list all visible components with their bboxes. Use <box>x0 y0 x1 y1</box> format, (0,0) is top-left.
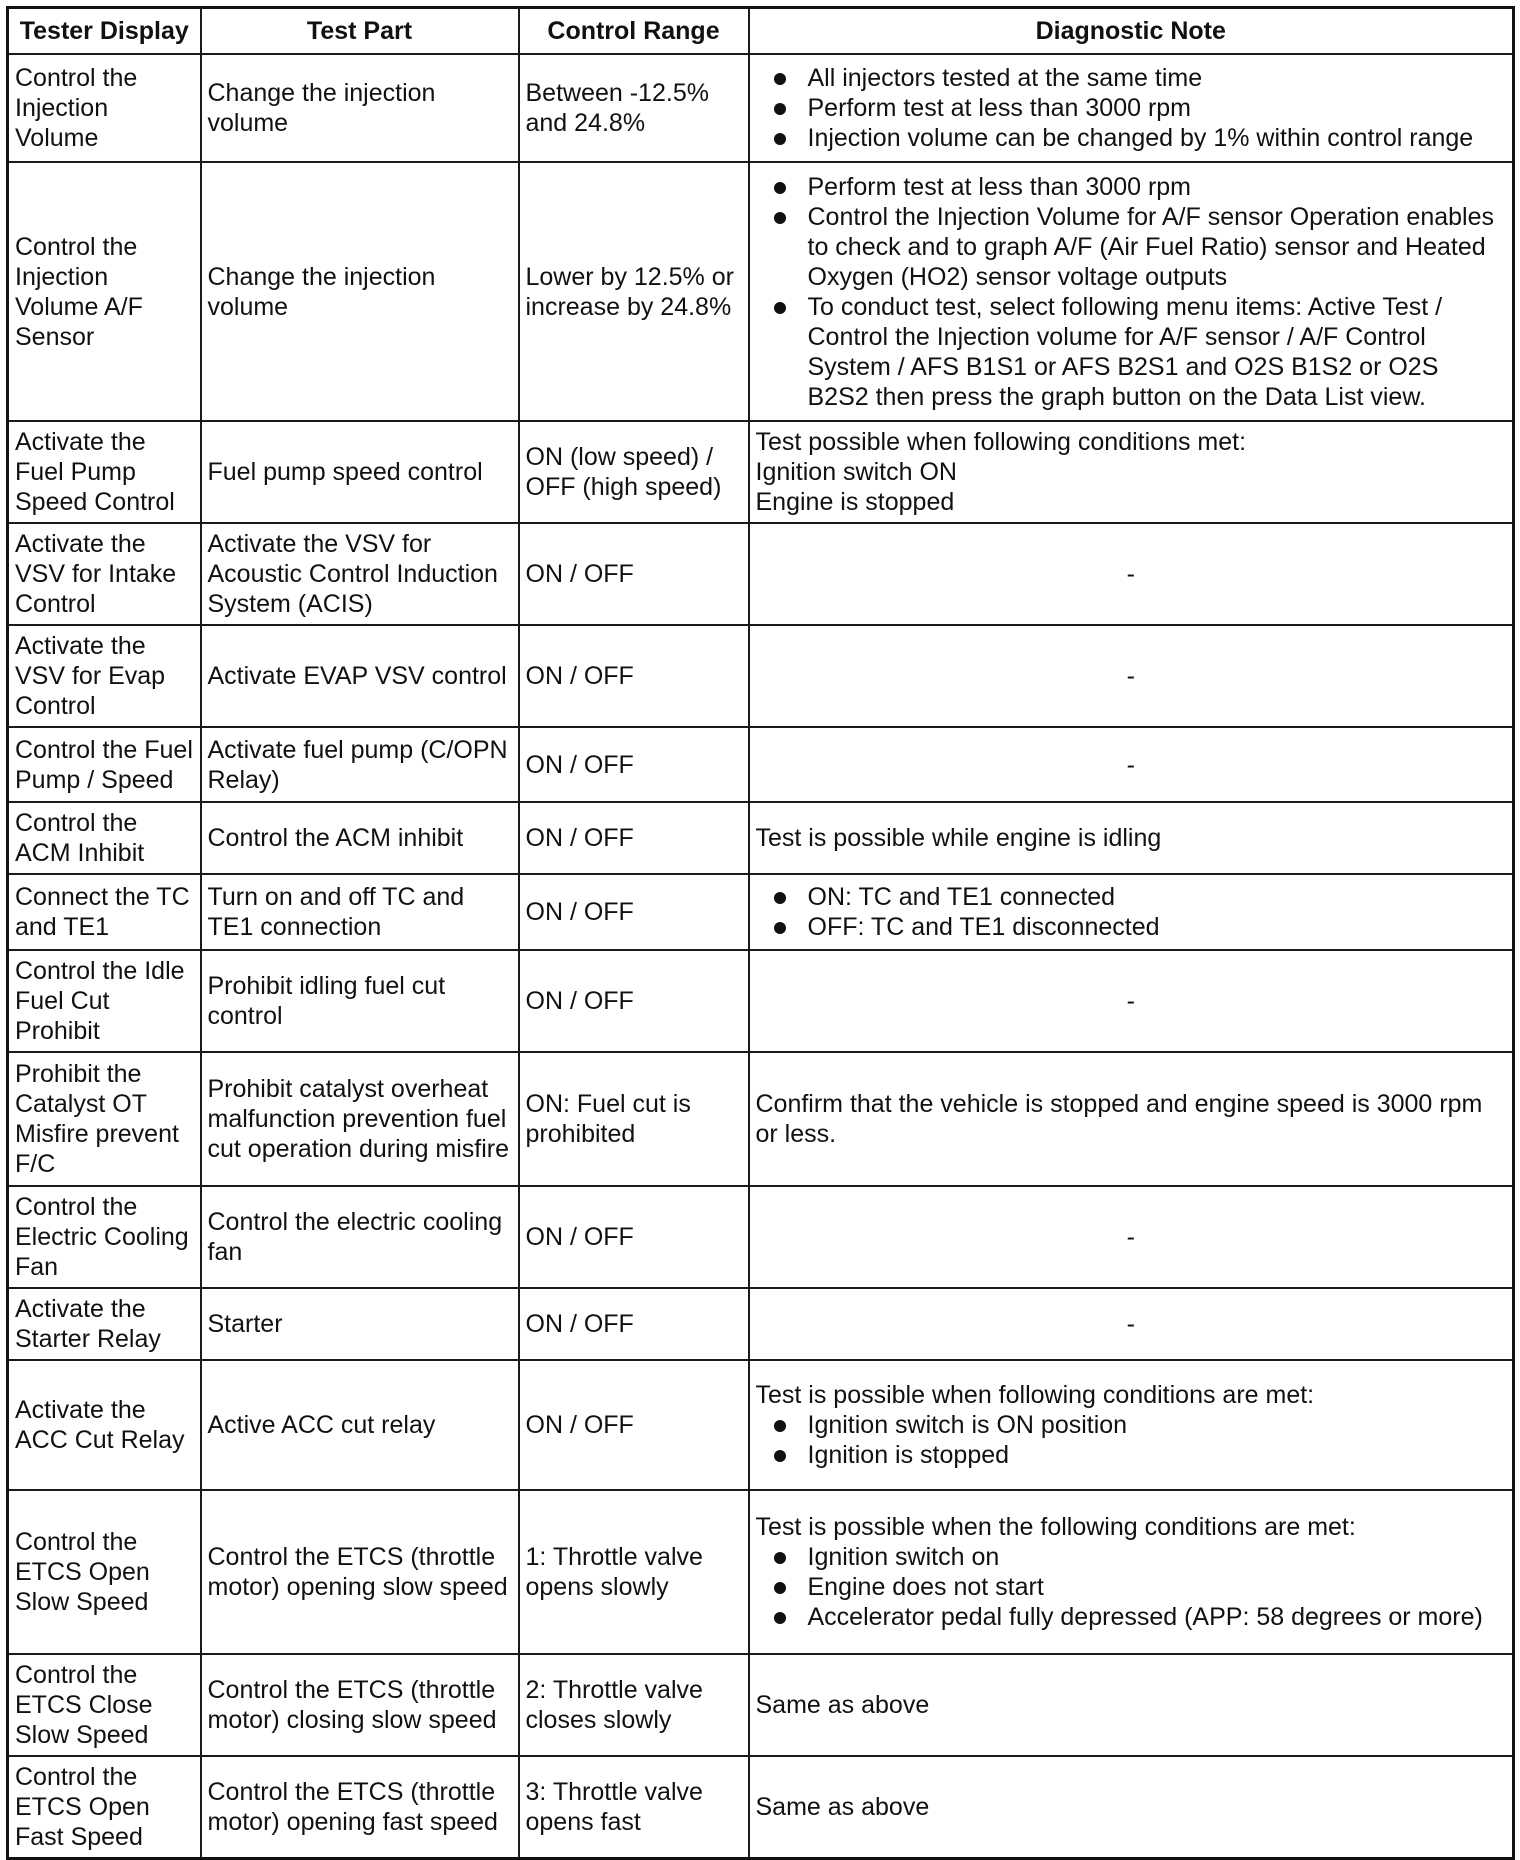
tester-display-cell: Activate the Starter Relay <box>8 1288 201 1360</box>
test-part-cell: Starter <box>201 1288 519 1360</box>
diagnostic-note-cell: - <box>749 727 1514 802</box>
diagnostic-note-cell: Confirm that the vehicle is stopped and engine speed is 3000 rpm or less. <box>749 1052 1514 1186</box>
diagnostic-note-cell <box>749 1360 1514 1490</box>
table-row <box>8 874 1514 950</box>
header-test-part: Test Part <box>201 8 519 55</box>
tester-display-cell: Control the ETCS Open Slow Speed <box>8 1490 201 1654</box>
tester-display-cell: Control the ACM Inhibit <box>8 802 201 874</box>
note-bullet: Engine does not start <box>756 1572 1507 1602</box>
note-bullet: OFF: TC and TE1 disconnected <box>756 912 1507 942</box>
test-part-cell: Change the injection volume <box>201 162 519 421</box>
table-row <box>8 1360 1514 1490</box>
table-row <box>8 727 1514 802</box>
test-part-cell: Control the ETCS (throttle motor) opening slow speed <box>201 1490 519 1654</box>
diagnostic-note-cell: - <box>749 950 1514 1052</box>
test-part-cell: Activate fuel pump (C/OPN Relay) <box>201 727 519 802</box>
test-part-cell: Control the ETCS (throttle motor) closing slow speed <box>201 1654 519 1756</box>
note-bullet: Ignition is stopped <box>756 1440 1507 1470</box>
diagnostic-note-cell: Same as above <box>749 1756 1514 1858</box>
note-bullet: Ignition switch is ON position <box>756 1410 1507 1440</box>
diagnostic-note-cell: Same as above <box>749 1654 1514 1756</box>
test-part-cell: Prohibit idling fuel cut control <box>201 950 519 1052</box>
diagnostic-note-cell <box>749 874 1514 950</box>
diagnostic-note-cell: - <box>749 523 1514 625</box>
diagnostic-note-cell <box>749 421 1514 523</box>
table-row <box>8 1490 1514 1654</box>
control-range-cell: Between -12.5% and 24.8% <box>519 54 749 162</box>
header-tester-display: Tester Display <box>8 8 201 55</box>
tester-display-cell: Control the ETCS Open Fast Speed <box>8 1756 201 1858</box>
tester-display-cell: Control the Electric Cooling Fan <box>8 1186 201 1288</box>
control-range-cell: 1: Throttle valve opens slowly <box>519 1490 749 1654</box>
note-bullet-list <box>756 172 1507 412</box>
table-row <box>8 1288 1514 1360</box>
diagnostic-note-cell <box>749 54 1514 162</box>
table-row <box>8 950 1514 1052</box>
control-range-cell: ON: Fuel cut is prohibited <box>519 1052 749 1186</box>
note-bullet: Injection volume can be changed by 1% within control range <box>756 123 1507 153</box>
note-line: Ignition switch ON <box>755 458 957 486</box>
diagnostic-note-cell: - <box>749 625 1514 727</box>
diagnostic-note-cell: - <box>749 1186 1514 1288</box>
test-part-cell: Control the ACM inhibit <box>201 802 519 874</box>
diagnostic-note-cell <box>749 1490 1514 1654</box>
table-row <box>8 802 1514 874</box>
tester-display-cell: Control the Fuel Pump / Speed <box>8 727 201 802</box>
note-bullet: Control the Injection Volume for A/F sensor Operation enables to check and to graph A/F (Air Fuel Ratio) sensor and Heated Oxygen (HO2) sensor voltage outputs <box>756 202 1507 292</box>
tester-display-cell: Activate the Fuel Pump Speed Control <box>8 421 201 523</box>
diagnostic-note-cell: - <box>749 1288 1514 1360</box>
control-range-cell: ON / OFF <box>519 523 749 625</box>
note-bullet-list <box>756 882 1507 942</box>
note-bullet: All injectors tested at the same time <box>756 63 1507 93</box>
note-bullet-list <box>756 1542 1507 1632</box>
note-intro: Test is possible when following conditions are met: <box>755 1381 1315 1409</box>
table-row <box>8 625 1514 727</box>
tester-display-cell: Activate the VSV for Intake Control <box>8 523 201 625</box>
table-row <box>8 523 1514 625</box>
tester-display-cell: Activate the ACC Cut Relay <box>8 1360 201 1490</box>
table-row <box>8 1052 1514 1186</box>
control-range-cell: ON / OFF <box>519 1288 749 1360</box>
control-range-cell: ON / OFF <box>519 802 749 874</box>
table-row <box>8 162 1514 421</box>
note-intro: Test is possible when the following conditions are met: <box>755 1513 1356 1541</box>
tester-display-cell: Activate the VSV for Evap Control <box>8 625 201 727</box>
control-range-cell: ON / OFF <box>519 1186 749 1288</box>
control-range-cell: ON / OFF <box>519 625 749 727</box>
tester-display-cell: Prohibit the Catalyst OT Misfire prevent F/C <box>8 1052 201 1186</box>
header-control-range: Control Range <box>519 8 749 55</box>
note-line: Test possible when following conditions met: <box>755 428 1247 456</box>
control-range-cell: 2: Throttle valve closes slowly <box>519 1654 749 1756</box>
header-diagnostic-note: Diagnostic Note <box>749 8 1514 55</box>
control-range-cell: Lower by 12.5% or increase by 24.8% <box>519 162 749 421</box>
control-range-cell: ON / OFF <box>519 727 749 802</box>
control-range-cell: ON (low speed) / OFF (high speed) <box>519 421 749 523</box>
note-bullet: Perform test at less than 3000 rpm <box>756 172 1507 202</box>
test-part-cell: Prohibit catalyst overheat malfunction prevention fuel cut operation during misfire <box>201 1052 519 1186</box>
note-line: Engine is stopped <box>755 488 955 516</box>
control-range-cell: ON / OFF <box>519 1360 749 1490</box>
table-row <box>8 1654 1514 1756</box>
diagnostic-note-cell: Test is possible while engine is idling <box>749 802 1514 874</box>
note-bullet: ON: TC and TE1 connected <box>756 882 1507 912</box>
tester-display-cell: Control the Idle Fuel Cut Prohibit <box>8 950 201 1052</box>
control-range-cell: ON / OFF <box>519 874 749 950</box>
table-row <box>8 54 1514 162</box>
table-row <box>8 1756 1514 1858</box>
table-row <box>8 1186 1514 1288</box>
test-part-cell: Active ACC cut relay <box>201 1360 519 1490</box>
note-bullet: Perform test at less than 3000 rpm <box>756 93 1507 123</box>
diagnostic-note-cell <box>749 162 1514 421</box>
tester-display-cell: Control the ETCS Close Slow Speed <box>8 1654 201 1756</box>
note-bullet-list <box>756 1410 1507 1470</box>
note-bullet-list <box>756 63 1507 153</box>
active-test-table <box>6 6 1515 1860</box>
tester-display-cell: Connect the TC and TE1 <box>8 874 201 950</box>
control-range-cell: 3: Throttle valve opens fast <box>519 1756 749 1858</box>
test-part-cell: Turn on and off TC and TE1 connection <box>201 874 519 950</box>
test-part-cell: Change the injection volume <box>201 54 519 162</box>
test-part-cell: Activate EVAP VSV control <box>201 625 519 727</box>
test-part-cell: Fuel pump speed control <box>201 421 519 523</box>
table-row <box>8 421 1514 523</box>
tester-display-cell: Control the Injection Volume <box>8 54 201 162</box>
note-bullet: To conduct test, select following menu items: Active Test / Control the Injection volume for A/F sensor / A/F Control System / AFS B1S1 or AFS B2S1 and O2S B1S2 or O2S B2S2 then press the graph button on the Data List view. <box>756 292 1507 412</box>
test-part-cell: Control the electric cooling fan <box>201 1186 519 1288</box>
tester-display-cell: Control the Injection Volume A/F Sensor <box>8 162 201 421</box>
table-header-row <box>8 8 1514 55</box>
control-range-cell: ON / OFF <box>519 950 749 1052</box>
test-part-cell: Activate the VSV for Acoustic Control Induction System (ACIS) <box>201 523 519 625</box>
note-bullet: Ignition switch on <box>756 1542 1507 1572</box>
note-bullet: Accelerator pedal fully depressed (APP: 58 degrees or more) <box>756 1602 1507 1632</box>
test-part-cell: Control the ETCS (throttle motor) opening fast speed <box>201 1756 519 1858</box>
